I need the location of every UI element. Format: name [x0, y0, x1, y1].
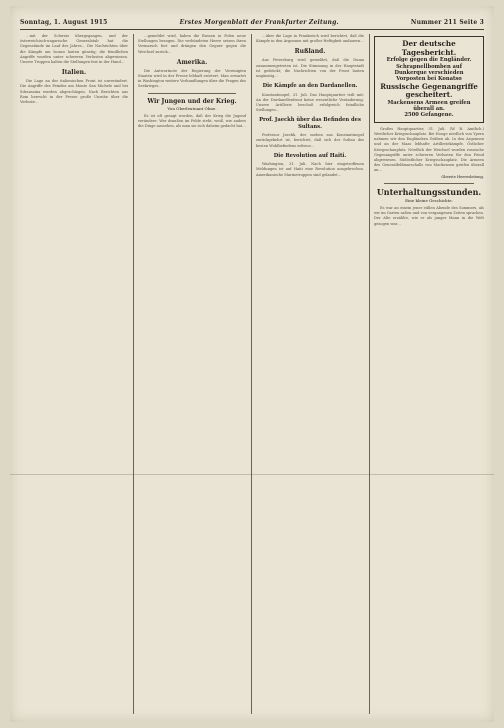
- col2-section-title: Wir Jungen und der Krieg.: [147, 97, 237, 105]
- col3-body-e: Washington, 31. Juli. Nach hier eingetroffenen Meldungen ist auf Haiti eine Revolution ausgebrochen. Amerikanische Marinetruppen sind gelandet…: [256, 162, 364, 177]
- col3-body-d: Professor Jaeckh, der soeben aus Konstantinopel zurückgekehrt ist, berichtet, daß sich der Sultan des besten Wohlbefindens erfreue…: [256, 133, 364, 148]
- newspaper-page: [10, 6, 494, 722]
- col4-body-c: Es war an einem jener stillen Abende des Sommers, als wir im Garten saßen und von vergangenen Zeiten sprachen. Der Alte erzählte, wie er als junger Mann in die Welt gezogen war…: [374, 206, 484, 226]
- bulletin-headline-mackensen: Mackensens Armeen greifen überall an.: [387, 99, 471, 113]
- col4-signature: Oberste Heeresleitung.: [441, 174, 484, 179]
- col3-heading-dardanellen: Die Kämpfe an den Dardanellen.: [262, 83, 358, 90]
- section-rule: [384, 183, 474, 184]
- page-fold: [10, 474, 494, 475]
- column-1: [20, 34, 128, 714]
- column-divider: [133, 34, 134, 714]
- bulletin-box: [374, 36, 484, 123]
- col1-heading-italien: Italien.: [61, 69, 87, 77]
- page-header: [20, 16, 484, 28]
- bulletin-headline-russia: Russische Gegenangriffe gescheitert.: [380, 81, 478, 100]
- column-2: [138, 34, 246, 714]
- header-page-number: Nummer 211 Seite 3: [410, 18, 484, 26]
- col2-body-c: Es ist oft gesagt worden, daß der Krieg die Jugend verändere. Wer draußen im Felde steht, weiß, wie anders die Dinge aussehen, als man sie sich daheim gedacht hat…: [138, 113, 246, 129]
- header-date: Sonntag, 1. August 1915: [20, 18, 108, 26]
- header-rule: [20, 29, 484, 30]
- column-3: [256, 34, 364, 714]
- header-masthead: Erstes Morgenblatt der Frankfurter Zeitung.: [179, 18, 339, 26]
- col3-heading-russland: Rußland.: [294, 48, 326, 56]
- col4-body-a: Großes Hauptquartier, 31. Juli. (W. B. Amtlich.) Westlicher Kriegsschauplatz. Bei Hooge nördlich von Ypern nahmen wir den Engländern Gräben ab. In den Argonnen und an der Maas lebhafte Artilleriekämpfe. Östlicher Kriegsschauplatz. Nördlich der Weichsel wurden russische Gegenangriffe unter schweren Verlusten für den Feind abgewiesen. Südöstlicher Kriegsschauplatz. Die Armeen des Generalfeldmarschalls von Mackensen greifen überall an…: [374, 126, 484, 173]
- col3-heading-haiti: Die Revolution auf Haiti.: [273, 152, 347, 159]
- col3-body-a: …über die Lage in Frankreich wird berichtet, daß die Kämpfe in den Argonnen mit großer Heftigkeit andauern…: [256, 34, 364, 44]
- col1-body-b: Die Lage an der italienischen Front ist unverändert. Die Angriffe des Feindes am Monte San Michele und bei Sdraussina wurden abgeschlagen. Nach Berichten aus Rom herrscht in der Presse große Unruhe über die Verluste…: [20, 79, 128, 105]
- column-divider: [369, 34, 370, 714]
- bulletin-subtitle-2: Schrapnellbomben auf Dunkerque verschieden: [394, 63, 464, 76]
- col3-heading-sultan: Prof. Jaeckh über das Befinden des Sultans.: [259, 117, 361, 130]
- col3-body-c: Konstantinopel, 31. Juli. Das Hauptquartier teilt mit: An der Dardanellenfront keine wesentliche Veränderung. Unsere Artillerie beschoß erfolgreich feindliche Stellungen…: [256, 92, 364, 113]
- bulletin-title: Der deutsche Tagesbericht.: [401, 39, 457, 57]
- column-divider: [251, 34, 252, 714]
- bulletin-subtitle-3: Vorposten bei Konatso: [396, 76, 462, 83]
- section-rule: [148, 93, 236, 94]
- col2-section-byline: Von Oberleutnant Ohne.: [167, 105, 217, 111]
- col4-section-title: Unterhaltungsstunden.: [376, 186, 482, 197]
- col2-body-a: …gemeldet wird, haben die Russen in Polen neue Stellungen bezogen. Die verbündeten Heere setzen ihren Vormarsch fort und drängen den Gegner gegen die Weichsel zurück…: [138, 34, 246, 54]
- col2-heading-amerika: Amerika.: [176, 58, 208, 66]
- col1-body-a: …mit der Schweiz übergegangen, und der österreichisch-ungarische Generalstab hat die Gegenstände im Lauf des Jahres… Die Nachrichten über die Kämpfe am Isonzo lauten günstig; die feindlichen Angriffe wurden unter schweren Verlusten abgewiesen. Unsere Truppen halten die Stellungen fest in der Hand…: [20, 34, 128, 65]
- col3-body-b: Aus Petersburg wird gemeldet, daß die Duma zusammengetreten ist. Die Stimmung in der Hauptstadt ist gedrückt; die Nachrichten von der Front lauten ungünstig…: [256, 58, 364, 79]
- col2-body-b: Die Antwortnote der Regierung der Vereinigten Staaten wird in der Presse lebhaft erörtert. Man erwartet in Washington weitere Verhandlungen über die Fragen des Seekrieges…: [138, 68, 246, 89]
- col4-section-sub: Eine kleine Geschichte.: [405, 197, 453, 203]
- bulletin-subtitle-1: Erfolge gegen die Engländer.: [386, 57, 472, 64]
- bulletin-headline-prisoners: 2500 Gefangene.: [404, 112, 454, 119]
- column-4: [374, 34, 484, 714]
